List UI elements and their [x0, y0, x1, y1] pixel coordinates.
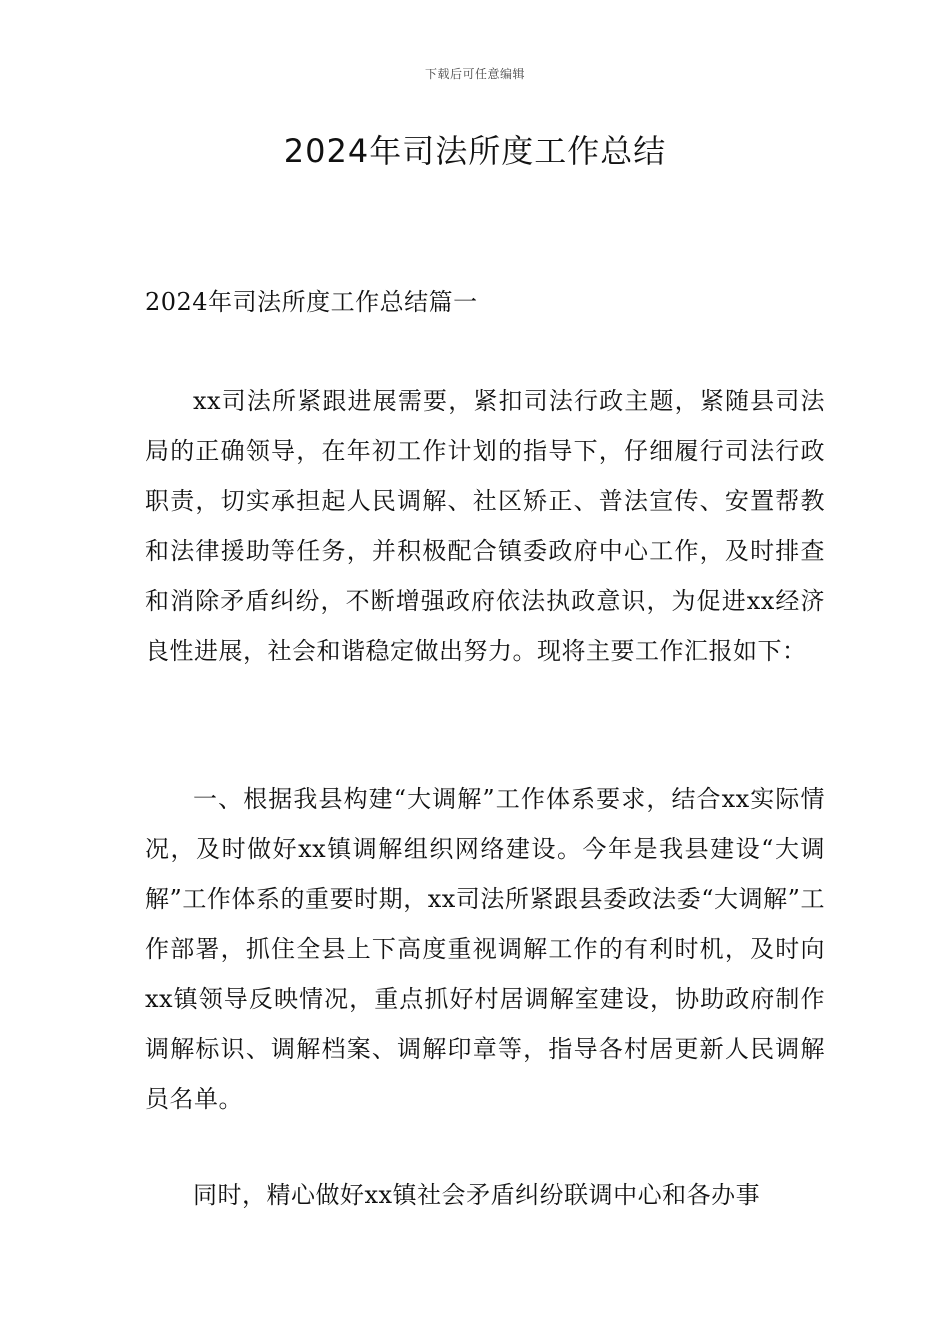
paragraph-intro: xx司法所紧跟进展需要，紧扣司法行政主题，紧随县司法局的正确领导，在年初工作计划的指导下，仔细履行司法行政职责，切实承担起人民调解、社区矫正、普法宣传、安置帮教和法律援助等任务，并积极配合镇委政府中心工作，及时排查和消除矛盾纠纷，不断增强政府依法执政意识，为促进xx经济良性进展，社会和谐稳定做出努力。现将主要工作汇报如下：: [145, 387, 825, 665]
document-title: 2024年司法所度工作总结: [283, 132, 667, 170]
paragraph-mediation-network: 一、根据我县构建“大调解”工作体系要求，结合xx实际情况，及时做好xx镇调解组织网络建设。今年是我县建设“大调解”工作体系的重要时期，xx司法所紧跟县委政法委“大调解”工作部署，抓住全县上下高度重视调解工作的有利时机，及时向xx镇领导反映情况，重点抓好村居调解室建设，协助政府制作调解标识、调解档案、调解印章等，指导各村居更新人民调解员名单。: [145, 785, 825, 1113]
header-note: 下载后可任意编辑: [424, 67, 525, 81]
section-heading: 2024年司法所度工作总结篇一: [145, 288, 478, 316]
paragraph-joint-mediation: 同时，精心做好xx镇社会矛盾纠纷联调中心和各办事: [193, 1181, 761, 1209]
